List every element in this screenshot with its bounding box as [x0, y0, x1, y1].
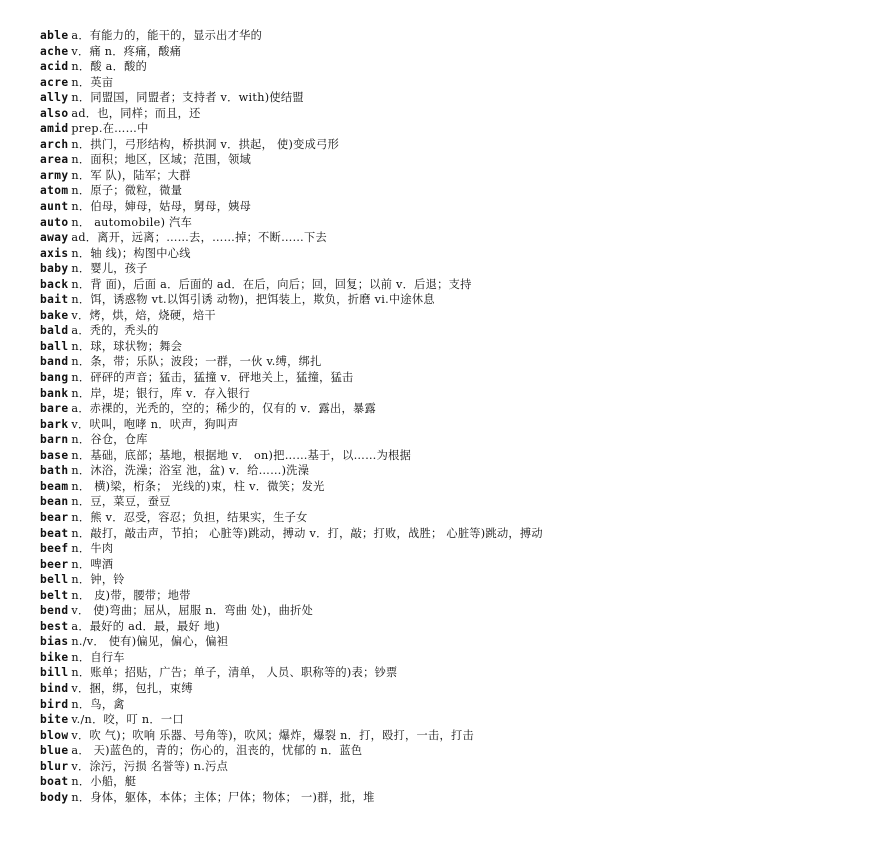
- definition: n．条，带；乐队；波段；一群，一伙 v.缚，绑扎: [71, 355, 322, 369]
- headword: bind: [40, 681, 69, 695]
- headword: baby: [40, 262, 69, 276]
- headword: bill: [40, 666, 69, 680]
- headword: auto: [40, 215, 69, 229]
- entry-bark: [40, 417, 840, 433]
- headword: blue: [40, 744, 69, 758]
- definition: a． 天)蓝色的，青的；伤心的，沮丧的，忧郁的 n．蓝色: [71, 744, 363, 758]
- definition: n．同盟国，同盟者；支持者 v．with)使结盟: [71, 91, 304, 105]
- definition: n．基础，底部；基地，根据地 v． on)把……基于，以……为根据: [71, 448, 412, 462]
- definition: n．面积；地区，区域；范围，领域: [71, 153, 252, 167]
- headword: bean: [40, 495, 69, 509]
- entry-auto: [40, 215, 840, 231]
- headword: bear: [40, 510, 69, 524]
- definition: n．砰砰的声音；猛击，猛撞 v．砰地关上，猛撞，猛击: [71, 371, 354, 385]
- entry-bang: [40, 370, 840, 386]
- entry-acre: [40, 75, 840, 91]
- definition: n．钟，铃: [71, 573, 125, 587]
- entry-best: [40, 619, 840, 635]
- entry-beat: [40, 526, 840, 542]
- entry-ache: [40, 44, 840, 60]
- definition: n．球，球状物；舞会: [71, 339, 183, 353]
- definition: v./n．咬，叮 n．一口: [71, 713, 184, 727]
- headword: blow: [40, 728, 69, 742]
- headword: aunt: [40, 200, 69, 214]
- entry-base: [40, 448, 840, 464]
- entry-bias: [40, 634, 840, 650]
- entry-bald: [40, 323, 840, 339]
- definition: a．最好的 ad．最，最好 地): [71, 619, 220, 633]
- entry-bill: [40, 665, 840, 681]
- definition: n．身体，躯体，本体；主体；尸体；物体； 一)群，批，堆: [71, 790, 375, 804]
- vocabulary-list: [40, 28, 840, 805]
- definition: n．鸟，禽: [71, 697, 125, 711]
- entry-bend: [40, 603, 840, 619]
- headword: acid: [40, 60, 69, 74]
- definition: n．背 面)，后面 a．后面的 ad．在后，向后；回，回复；以前 v．后退；支持: [71, 277, 472, 291]
- headword: boat: [40, 775, 69, 789]
- definition: a．秃的，秃头的: [71, 324, 159, 338]
- definition: n．拱门，弓形结构，桥拱洞 v．拱起， 使)变成弓形: [71, 137, 340, 151]
- headword: band: [40, 355, 69, 369]
- definition: prep.在……中: [71, 122, 149, 136]
- entry-area: [40, 152, 840, 168]
- headword: best: [40, 619, 69, 633]
- entry-bell: [40, 572, 840, 588]
- entry-boat: [40, 774, 840, 790]
- entry-beer: [40, 557, 840, 573]
- entry-acid: [40, 59, 840, 75]
- definition: n．啤酒: [71, 557, 114, 571]
- definition: n．伯母，婶母，姑母，舅母，姨母: [71, 200, 252, 214]
- headword: army: [40, 168, 69, 182]
- headword: axis: [40, 246, 69, 260]
- definition: n．敲打，敲击声，节拍； 心脏等)跳动，搏动 v．打，敲；打败，战胜； 心脏等)跳动，搏动: [71, 526, 543, 540]
- headword: bald: [40, 324, 69, 338]
- definition: a．赤裸的，光秃的，空的；稀少的，仅有的 v．露出，暴露: [71, 402, 376, 416]
- headword: beer: [40, 557, 69, 571]
- definition: n． 横)梁，桁条； 光线的)束，柱 v．微笑；发光: [71, 479, 325, 493]
- headword: atom: [40, 184, 69, 198]
- entry-blur: [40, 759, 840, 775]
- headword: bike: [40, 650, 69, 664]
- entry-arch: [40, 137, 840, 153]
- entry-able: [40, 28, 840, 44]
- entry-atom: [40, 183, 840, 199]
- entry-axis: [40, 246, 840, 262]
- headword: belt: [40, 588, 69, 602]
- entry-bike: [40, 650, 840, 666]
- entry-ball: [40, 339, 840, 355]
- headword: away: [40, 231, 69, 245]
- headword: bias: [40, 635, 69, 649]
- definition: v．捆，绑，包扎，束缚: [71, 681, 193, 695]
- entry-beef: [40, 541, 840, 557]
- headword: amid: [40, 122, 69, 136]
- definition: ad．也，同样；而且，还: [71, 106, 201, 120]
- entry-also: [40, 106, 840, 122]
- headword: body: [40, 790, 69, 804]
- entry-ally: [40, 90, 840, 106]
- headword: bake: [40, 308, 69, 322]
- headword: bath: [40, 464, 69, 478]
- headword: bang: [40, 371, 69, 385]
- entry-bird: [40, 697, 840, 713]
- headword: beat: [40, 526, 69, 540]
- definition: n．英亩: [71, 75, 114, 89]
- entry-army: [40, 168, 840, 184]
- headword: able: [40, 29, 69, 42]
- definition: n．轴 线)；构图中心线: [71, 246, 191, 260]
- definition: n．酸 a．酸的: [71, 60, 148, 74]
- headword: barn: [40, 433, 69, 447]
- definition: v．痛 n．疼痛，酸痛: [71, 44, 182, 58]
- entry-back: [40, 277, 840, 293]
- headword: bare: [40, 402, 69, 416]
- headword: bait: [40, 293, 69, 307]
- headword: area: [40, 153, 69, 167]
- entry-bath: [40, 463, 840, 479]
- definition: n． 皮)带，腰带；地带: [71, 588, 191, 602]
- definition: v．涂污，污损 名誉等) n.污点: [71, 759, 229, 773]
- definition: n．原子；微粒，微量: [71, 184, 183, 198]
- definition: n．牛肉: [71, 542, 114, 556]
- definition: n./v． 使有)偏见，偏心，偏袒: [71, 635, 229, 649]
- entry-bare: [40, 401, 840, 417]
- headword: base: [40, 448, 69, 462]
- entry-amid: [40, 121, 840, 137]
- headword: beam: [40, 479, 69, 493]
- entry-bake: [40, 308, 840, 324]
- entry-bite: [40, 712, 840, 728]
- entry-blue: [40, 743, 840, 759]
- headword: arch: [40, 137, 69, 151]
- definition: n．自行车: [71, 650, 125, 664]
- entry-blow: [40, 728, 840, 744]
- headword: bite: [40, 713, 69, 727]
- definition: n．账单；招贴，广告；单子，清单， 人员、职称等的)表；钞票: [71, 666, 398, 680]
- entry-away: [40, 230, 840, 246]
- entry-bait: [40, 292, 840, 308]
- definition: ad．离开，远离；……去，……掉；不断……下去: [71, 231, 328, 245]
- definition: n．小船，艇: [71, 775, 137, 789]
- headword: back: [40, 277, 69, 291]
- headword: ball: [40, 339, 69, 353]
- entry-band: [40, 354, 840, 370]
- definition: n．婴儿，孩子: [71, 262, 148, 276]
- definition: n．熊 v．忍受，容忍；负担，结果实，生子女: [71, 510, 308, 524]
- definition: n．谷仓，仓库: [71, 433, 148, 447]
- entry-beam: [40, 479, 840, 495]
- entry-body: [40, 790, 840, 806]
- definition: n．军 队)，陆军；大群: [71, 168, 191, 182]
- entry-aunt: [40, 199, 840, 215]
- headword: bird: [40, 697, 69, 711]
- definition: n．豆，菜豆，蚕豆: [71, 495, 171, 509]
- definition: v．吹 气)；吹响 乐器、号角等)，吹风；爆炸，爆裂 n．打，殴打，一击，打击: [71, 728, 474, 742]
- headword: acre: [40, 75, 69, 89]
- definition: n． automobile) 汽车: [71, 215, 193, 229]
- entry-baby: [40, 261, 840, 277]
- headword: bark: [40, 417, 69, 431]
- definition: a．有能力的，能干的，显示出才华的: [71, 29, 263, 42]
- entry-barn: [40, 432, 840, 448]
- headword: beef: [40, 542, 69, 556]
- definition: v．吠叫，咆哮 n．吠声，狗叫声: [71, 417, 239, 431]
- headword: bell: [40, 573, 69, 587]
- entry-bind: [40, 681, 840, 697]
- headword: also: [40, 106, 69, 120]
- entry-bear: [40, 510, 840, 526]
- definition: n．沐浴，洗澡；浴室 池，盆) v．给……)洗澡: [71, 464, 310, 478]
- definition: v． 使)弯曲；屈从，屈服 n．弯曲 处)，曲折处: [71, 604, 314, 618]
- headword: bank: [40, 386, 69, 400]
- headword: ally: [40, 91, 69, 105]
- headword: blur: [40, 759, 69, 773]
- entry-belt: [40, 588, 840, 604]
- entry-bean: [40, 494, 840, 510]
- headword: bend: [40, 604, 69, 618]
- definition: n．饵，诱惑物 vt.以饵引诱 动物)，把饵装上，欺负，折磨 vi.中途休息: [71, 293, 435, 307]
- definition: v．烤，烘，焙，烧硬，焙干: [71, 308, 216, 322]
- headword: ache: [40, 44, 69, 58]
- definition: n．岸，堤；银行，库 v．存入银行: [71, 386, 251, 400]
- entry-bank: [40, 386, 840, 402]
